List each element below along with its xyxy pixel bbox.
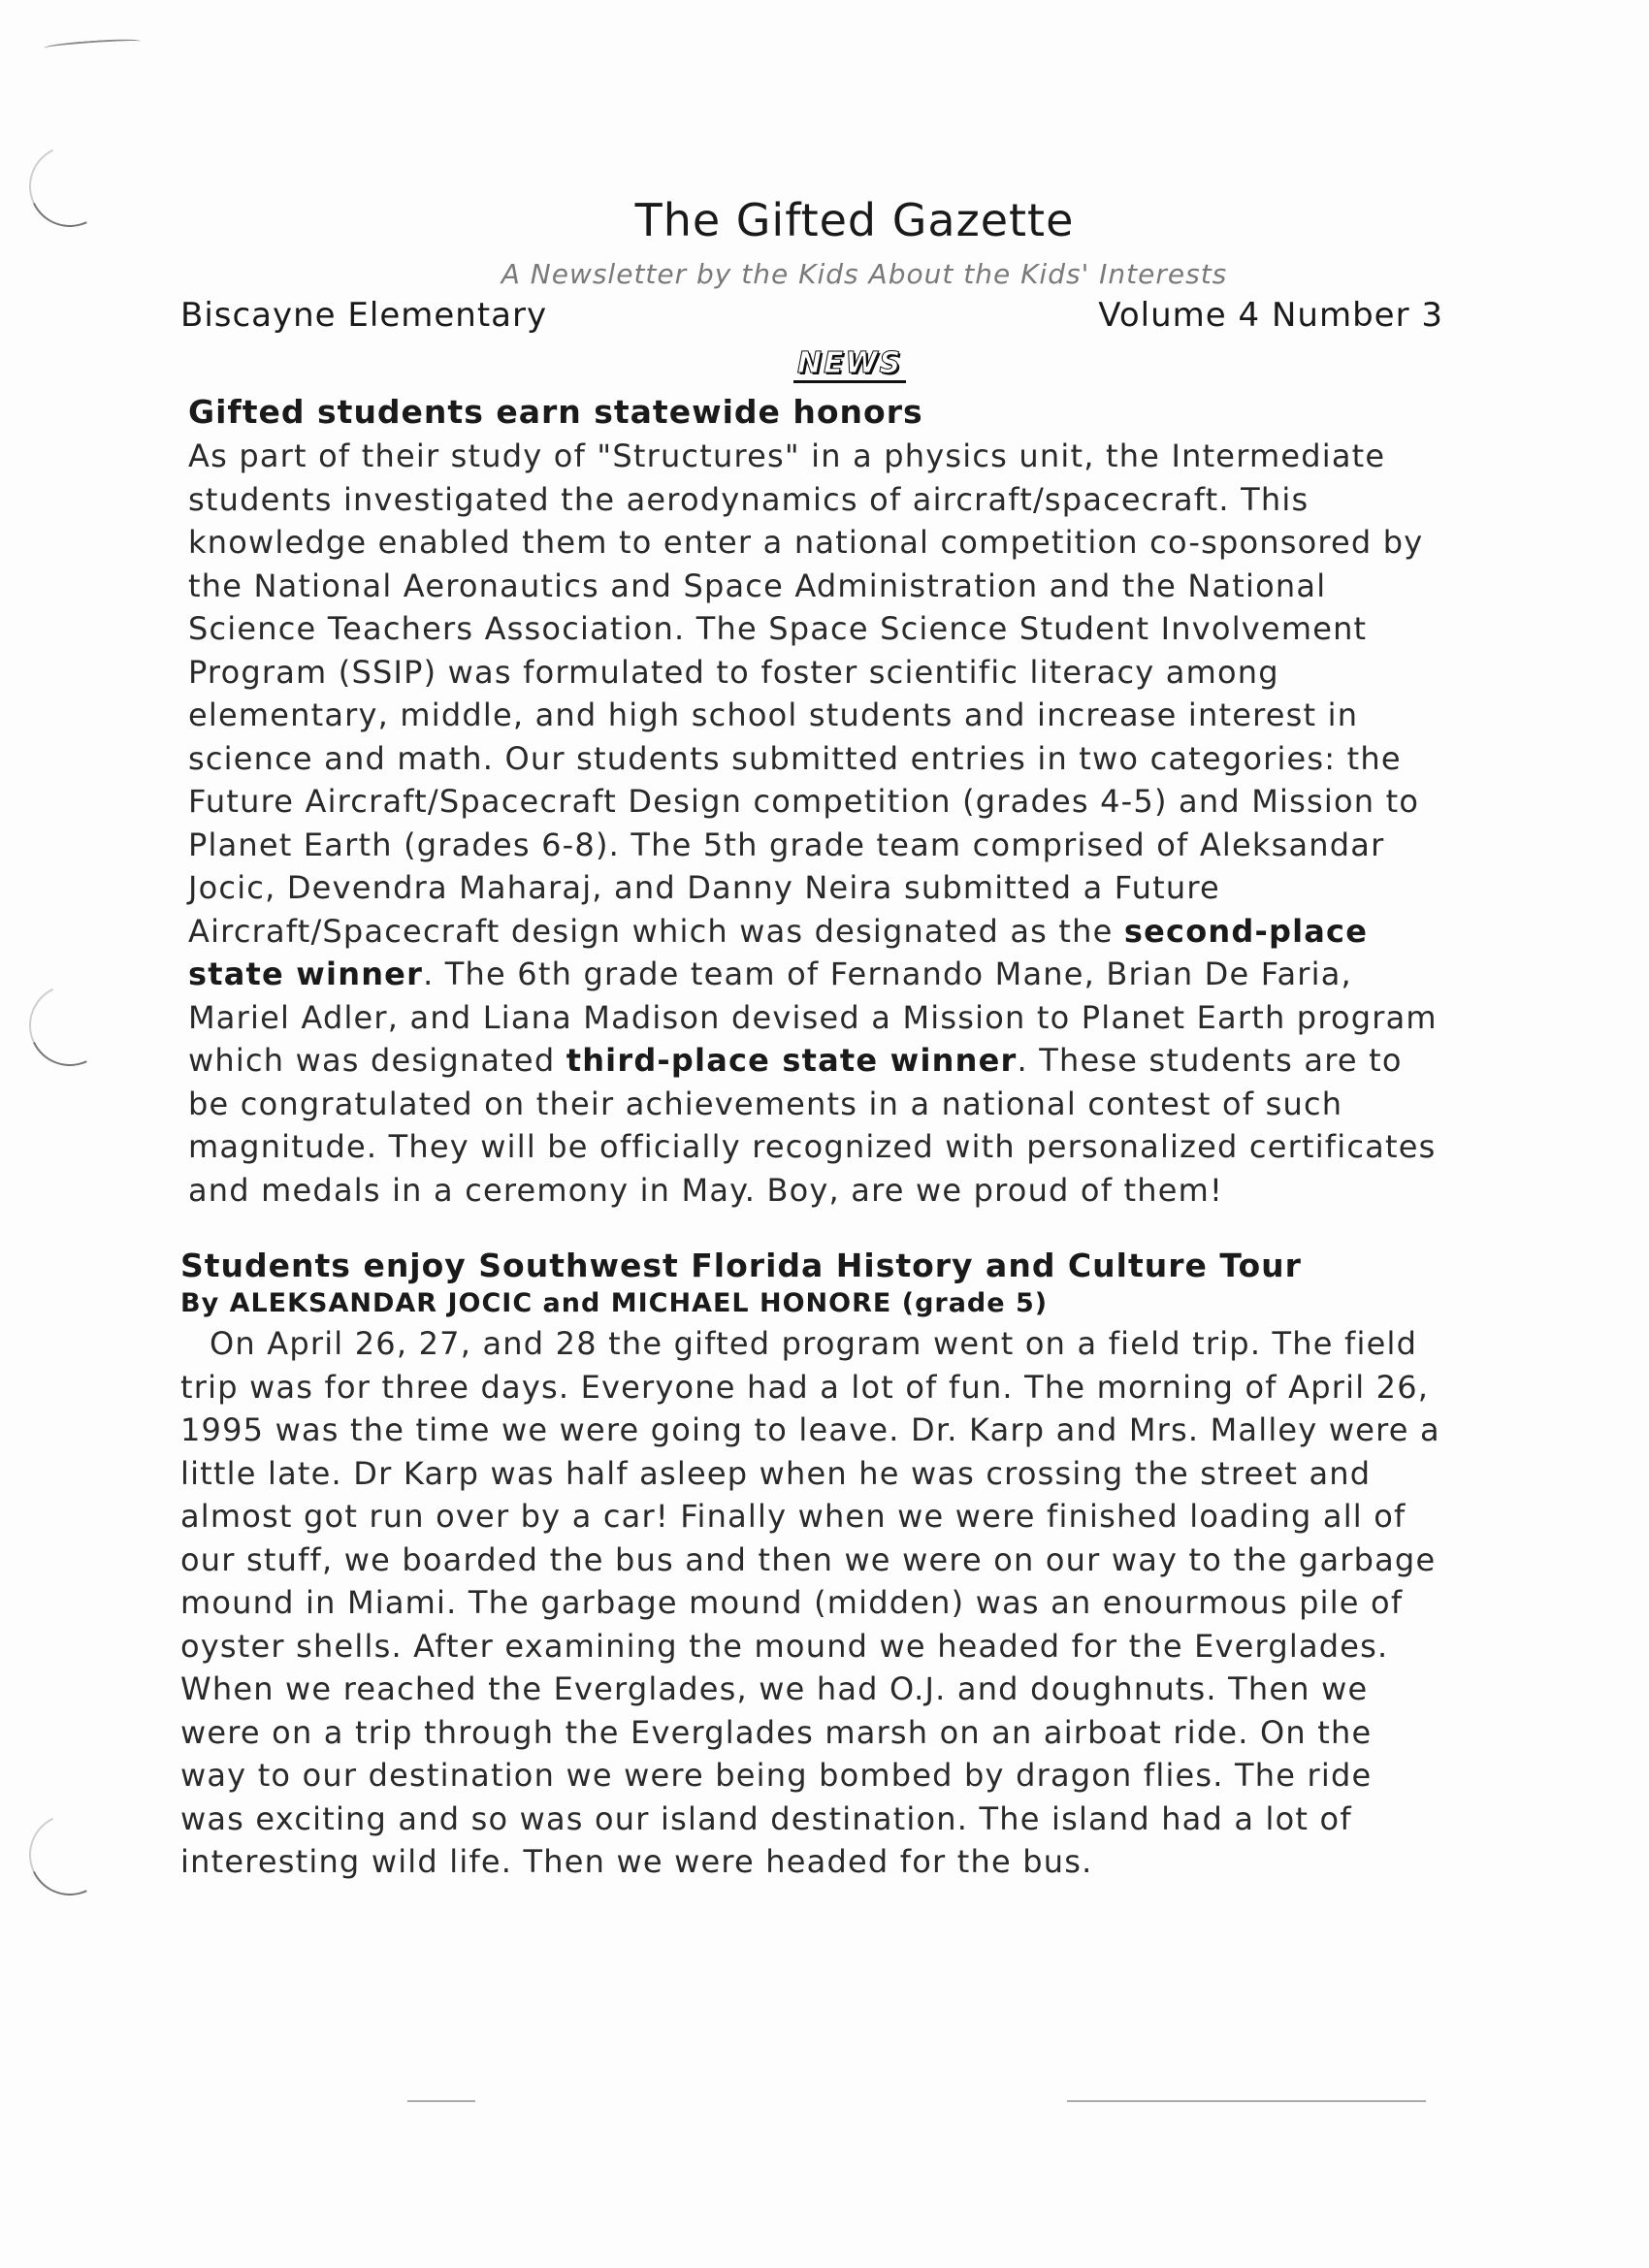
article-emphasis: second-place state winner (188, 912, 1369, 992)
article-emphasis: third-place state winner (566, 1042, 1018, 1079)
article-statewide-honors (188, 393, 1441, 1212)
scan-mark (1067, 2100, 1426, 2102)
newsletter-title: The Gifted Gazette (634, 194, 1075, 246)
article-body: On April 26, 27, and 28 the gifted program went on a field trip. The field trip was for three days. Everyone had a lot of fun. The morning of April 26, 1995 was the time we were going to leave. Dr. Karp and Mrs. Malley were a little late. Dr Karp was half asleep when he was crossing the street and almost got run over by a car! Finally when we were finished loading all of our stuff, we boarded the bus and then we were on our way to the garbage mound in Miami. The garbage mound (midden) was an enourmous pile of oyster shells. After examining the mound we headed for the Everglades. When we reached the Everglades, we had O.J. and doughnuts. Then we were on a trip through the Everglades marsh on an airboat ride. On the way to our destination we were being bombed by dragon flies. The ride was exciting and so was our island destination. The island had a lot of interesting wild life. Then we were headed for the bus. (180, 1325, 1440, 1880)
newsletter-subtitle: A Newsletter by the Kids About the Kids' Interests (501, 258, 1228, 290)
article-body-text: . These students are to be congratulated on their achievements in a national contest of such magnitude. They will be officially recognized with personalized certificates and medals in a ceremony in May. Boy, are we proud of them! (188, 1042, 1437, 1209)
article-headline: Students enjoy Southwest Florida History and Culture Tour (180, 1247, 1302, 1284)
page-bottom-marks (0, 2100, 1649, 2104)
article-byline: By ALEKSANDAR JOCIC and MICHAEL HONORE (grade 5) (180, 1288, 1049, 1318)
section-label (180, 346, 1441, 383)
article-headline: Gifted students earn statewide honors (188, 393, 923, 431)
binder-hole (17, 1802, 122, 1907)
binder-hole (17, 973, 122, 1078)
article-body-text: As part of their study of "Structures" in a physics unit, the Intermediate students investigated the aerodynamics of aircraft/spacecraft. This knowledge enabled them to enter a national competition co-sponsored by the National Aeronautics and Space Administration and the National Science Teachers Association. The Space Science Student Involvement Program (SSIP) was formulated to foster scientific literacy among elementary, middle, and high school students and increase interest in science and math. Our students submitted entries in two categories: the Future Aircraft/Spacecraft Design competition (grades 4-5) and Mission to Planet Earth (grades 6-8). The 5th grade team comprised of Aleksandar Jocic, Devendra Maharaj, and Danny Neira submitted a Future Aircraft/Spacecraft design which was designated as the (188, 437, 1424, 950)
article-body-text: . The 6th grade team of Fernando Mane, Brian De Faria, Mariel Adler, and Liana Madison devised a Mission to Planet Earth program which was designated (188, 956, 1438, 1079)
masthead-row (180, 296, 1441, 335)
scan-mark (407, 2100, 475, 2102)
newsletter-content (180, 194, 1441, 1919)
binder-hole (17, 134, 122, 239)
issue-label: Volume 4 Number 3 (1098, 296, 1443, 335)
article-field-trip (180, 1247, 1441, 1884)
section-label-text: NEWS (793, 346, 906, 383)
article-body (188, 435, 1441, 1212)
pen-mark (44, 38, 141, 52)
school-name: Biscayne Elementary (180, 296, 548, 335)
